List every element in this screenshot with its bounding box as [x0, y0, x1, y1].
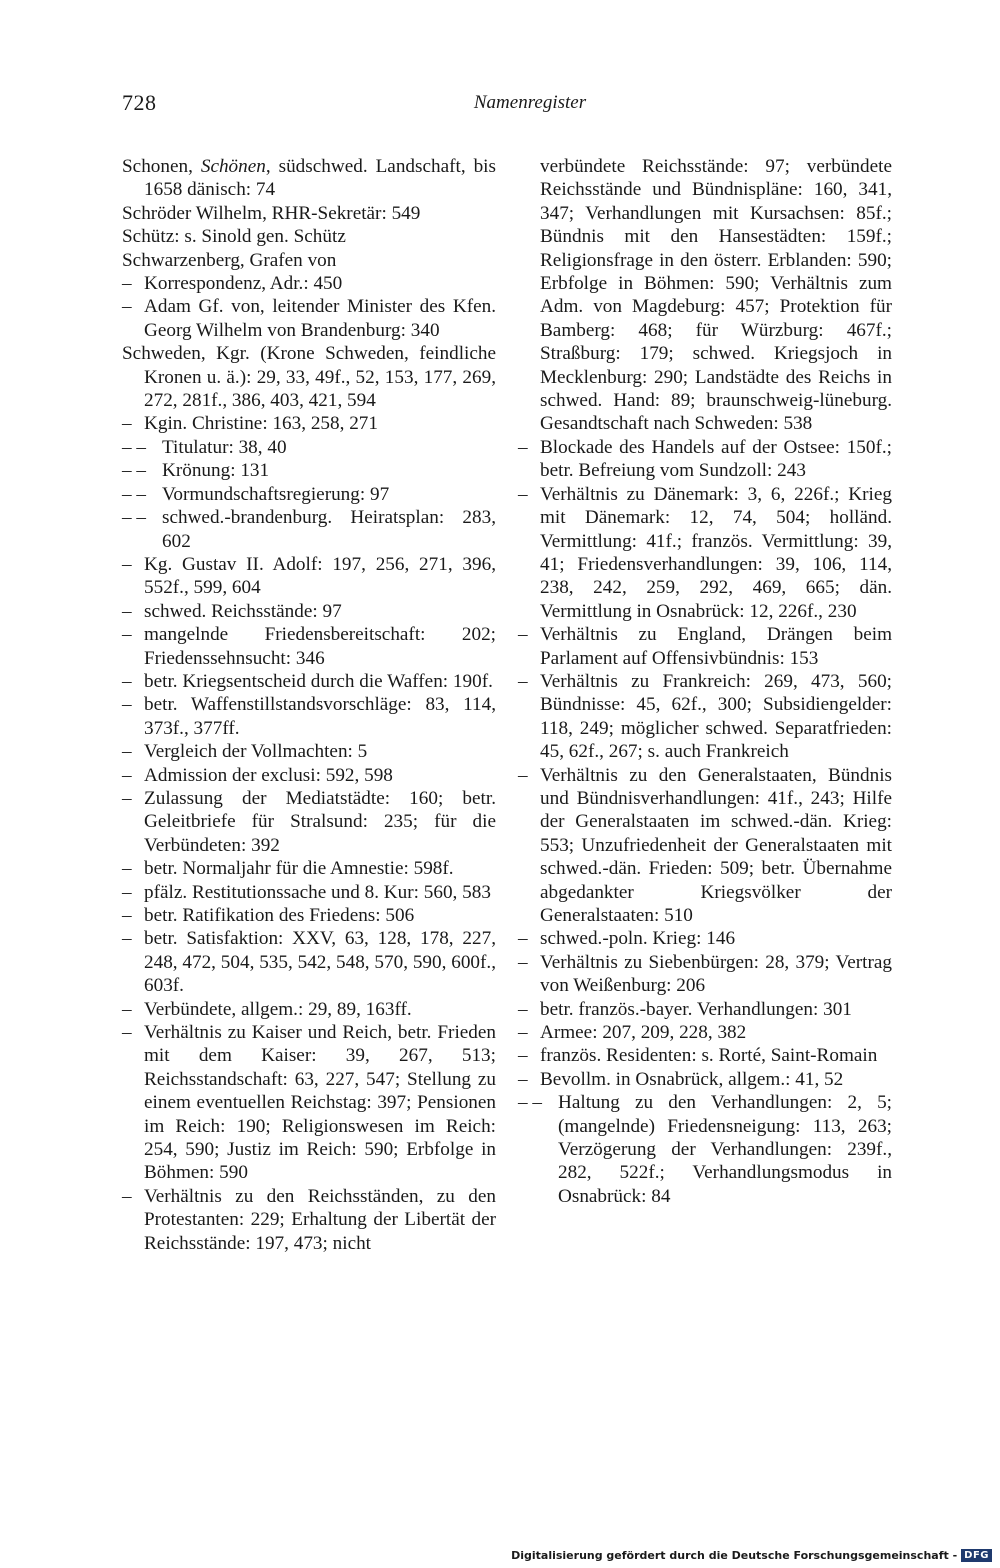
- entry-italic-text: Schönen: [200, 156, 266, 177]
- index-entry: [122, 249, 496, 272]
- entry-dash: –: [122, 273, 132, 295]
- index-entry: [122, 436, 496, 459]
- entry-text-rest: , südschwed. Landschaft, bis 1658 dänisch: 74: [144, 156, 496, 201]
- entry-text: Verhältnis zu den Reichsständen, zu den Protestanten: 229; Erhaltung der Libertät der Reichsstände: 197, 473; nicht: [144, 1185, 496, 1254]
- entry-dash: –: [122, 1185, 132, 1207]
- entry-text: Schröder Wilhelm, RHR-Sekretär: 549: [122, 202, 421, 224]
- index-entry: [122, 1185, 496, 1255]
- digitization-footer: [511, 1549, 992, 1562]
- entry-dash: –: [518, 1045, 528, 1067]
- index-entry: [122, 553, 496, 600]
- index-entry: [122, 927, 496, 997]
- entry-text: französ. Residenten: s. Rorté, Saint-Romain: [540, 1045, 878, 1067]
- index-entry: [122, 459, 496, 482]
- entry-dash: –: [122, 600, 132, 622]
- entry-text: mangelnde Friedensbereitschaft: 202; Friedenssehnsucht: 346: [144, 624, 496, 669]
- entry-dash: –: [122, 928, 132, 950]
- page-number: 728: [122, 90, 157, 115]
- index-entry: [518, 623, 892, 670]
- entry-text: betr. Kriegsentscheid durch die Waffen: 190f.: [144, 670, 493, 692]
- index-entry: [122, 693, 496, 740]
- entry-dash: –: [122, 1022, 132, 1044]
- entry-text: Kgin. Christine: 163, 258, 271: [144, 413, 378, 435]
- index-entry: [518, 927, 892, 950]
- entry-dash: –: [518, 764, 528, 786]
- index-entry: [122, 764, 496, 787]
- index-entry: [518, 670, 892, 764]
- index-column-right: [518, 155, 892, 1208]
- index-entry: [122, 225, 496, 248]
- entry-text: Vormundschaftsregierung: 97: [162, 483, 390, 505]
- entry-dash: –: [122, 553, 132, 575]
- index-column-left: [122, 155, 496, 1255]
- index-entry: [122, 272, 496, 295]
- entry-dash: –: [518, 483, 528, 505]
- index-entry: [122, 787, 496, 857]
- index-entry: [122, 881, 496, 904]
- index-entry: [122, 202, 496, 225]
- entry-text: schwed.-poln. Krieg: 146: [540, 928, 736, 950]
- entry-dash: –: [518, 928, 528, 950]
- entry-text: betr. Normaljahr für die Amnestie: 598f.: [144, 858, 454, 880]
- index-entry: [122, 412, 496, 435]
- entry-text: Verbündete, allgem.: 29, 89, 163ff.: [144, 998, 412, 1020]
- index-entry: [122, 506, 496, 553]
- entry-text: verbündete Reichsstände: 97; verbündete Reichsstände und Bündnispläne: 160, 341, 347; Verhandlungen mit Kursachsen: 85f.; Bündnis mit den Hansestädten: 159f.; Religionsfrage in den österr. Erblanden: 590; Erbfolge in Böhmen: 590; Verhältnis zum Adm. von Magdeburg: 457; Protektion für Bamberg: 468; für Würzburg: 467f.; Straßburg: 179; schwed. Kriegsjoch in Mecklenburg: 290; Landstädte des Reichs in schwed. Hand: 89; braunschweig-lüneburg. Gesandtschaft nach Schweden: 538: [540, 156, 892, 435]
- entry-dash: –: [122, 741, 132, 763]
- entry-text: betr. französ.-bayer. Verhandlungen: 301: [540, 998, 852, 1020]
- entry-text: Haltung zu den Verhandlungen: 2, 5; (mangelnde) Friedensneigung: 113, 263; Verzögerung der Verhandlungen: 239f., 282, 522f.; Verhandlungsmodus in Osnabrück: 84: [558, 1092, 892, 1207]
- entry-text: betr. Waffenstillstandsvorschläge: 83, 114, 373f., 377ff.: [144, 694, 496, 739]
- index-entry: [122, 623, 496, 670]
- entry-text: Verhältnis zu Dänemark: 3, 6, 226f.; Krieg mit Dänemark: 12, 74, 504; holländ. Vermittlung: 41f.; französ. Vermittlung: 39, 41; Friedensverhandlungen: 39, 106, 114, 238, 242, 259, 292, 469, 665; dän. Vermittlung in Osnabrück: 12, 226f., 230: [540, 483, 892, 622]
- entry-text: Verhältnis zu Frankreich: 269, 473, 560; Bündnisse: 45, 62f., 300; Subsidiengelder: 118, 249; möglicher schwed. Separatfrieden: 45, 62f., 267; s. auch Frankreich: [540, 670, 892, 763]
- index-entry: [518, 1044, 892, 1067]
- index-entry: [122, 670, 496, 693]
- entry-text: Verhältnis zu Siebenbürgen: 28, 379; Vertrag von Weißenburg: 206: [540, 951, 892, 997]
- index-entry: [518, 1021, 892, 1044]
- entry-dash: –: [518, 624, 528, 646]
- index-entry: [518, 436, 892, 483]
- entry-dash: –: [122, 764, 132, 786]
- index-entry: [518, 998, 892, 1021]
- entry-text: Blockade des Handels auf der Ostsee: 150f.; betr. Befreiung vom Sundzoll: 243: [540, 436, 892, 482]
- entry-text: Kg. Gustav II. Adolf: 197, 256, 271, 396, 552f., 599, 604: [144, 553, 496, 599]
- entry-text: Krönung: 131: [162, 460, 270, 482]
- entry-text: Zulassung der Mediatstädte: 160; betr. Geleitbriefe für Stralsund: 235; für die Verbündeten: 392: [144, 787, 496, 856]
- index-entry: [122, 600, 496, 623]
- entry-dash: –: [518, 1068, 528, 1090]
- entry-dash: – –: [122, 436, 146, 458]
- index-entry: [518, 1068, 892, 1091]
- footer-text: Digitalisierung gefördert durch die Deutsche Forschungsgemeinschaft -: [511, 1549, 958, 1562]
- entry-text: Vergleich der Vollmachten: 5: [144, 741, 368, 763]
- index-entry: [122, 342, 496, 412]
- entry-dash: –: [122, 858, 132, 880]
- entry-dash: –: [122, 413, 132, 435]
- entry-dash: –: [518, 436, 528, 458]
- entry-dash: –: [518, 1022, 528, 1044]
- entry-dash: –: [122, 905, 132, 926]
- entry-dash: –: [122, 296, 132, 318]
- index-entry: [518, 155, 892, 436]
- entry-dash: – –: [518, 1092, 542, 1114]
- index-entry: [122, 1021, 496, 1185]
- entry-text: schwed. Reichsstände: 97: [144, 600, 342, 622]
- entry-text: Schwarzenberg, Grafen von: [122, 249, 337, 271]
- entry-text: Bevollm. in Osnabrück, allgem.: 41, 52: [540, 1068, 844, 1090]
- index-entry: [122, 857, 496, 880]
- index-entry: [518, 1091, 892, 1208]
- index-entry: [122, 483, 496, 506]
- entry-text: Admission der exclusi: 592, 598: [144, 764, 393, 786]
- index-entry: [122, 295, 496, 342]
- entry-dash: – –: [122, 507, 146, 529]
- index-entry: [122, 904, 496, 927]
- entry-text: Armee: 207, 209, 228, 382: [540, 1022, 747, 1044]
- entry-text: Titulatur: 38, 40: [162, 436, 287, 458]
- entry-text: betr. Ratifikation des Friedens: 506: [144, 905, 415, 926]
- index-entry: [122, 998, 496, 1021]
- index-entry: [518, 951, 892, 998]
- entry-text: Verhältnis zu England, Drängen beim Parlament auf Offensivbündnis: 153: [540, 624, 892, 669]
- entry-dash: –: [122, 998, 132, 1020]
- entry-dash: –: [518, 998, 528, 1020]
- entry-dash: –: [518, 951, 528, 973]
- entry-text: Schonen,: [122, 156, 201, 177]
- entry-dash: –: [122, 670, 132, 692]
- entry-dash: –: [122, 694, 132, 716]
- index-entry: [122, 740, 496, 763]
- entry-text: Verhältnis zu Kaiser und Reich, betr. Frieden mit dem Kaiser: 39, 267, 513; Reichsstandschaft: 63, 227, 547; Stellung zu einem eventuellen Reichstag: 397; Pensionen im Reich: 190; Religionswesen im Reich: 254, 590; Justiz im Reich: 590; Erbfolge in Böhmen: 590: [144, 1022, 496, 1184]
- entry-text: Schütz: s. Sinold gen. Schütz: [122, 226, 346, 248]
- dfg-logo: DFG: [961, 1549, 992, 1562]
- index-entry: [518, 764, 892, 928]
- entry-text: pfälz. Restitutionssache und 8. Kur: 560, 583: [144, 881, 491, 903]
- entry-text: betr. Satisfaktion: XXV, 63, 128, 178, 227, 248, 472, 504, 535, 542, 548, 570, 590, 600f., 603f.: [144, 928, 496, 997]
- entry-dash: –: [122, 881, 132, 903]
- entry-text: schwed.-brandenburg. Heiratsplan: 283, 602: [162, 507, 496, 552]
- entry-text: Schweden, Kgr. (Krone Schweden, feindliche Kronen u. ä.): 29, 33, 49f., 52, 153, 177, 269, 272, 281f., 386, 403, 421, 594: [122, 343, 496, 412]
- index-entry: [518, 483, 892, 623]
- entry-dash: – –: [122, 483, 146, 505]
- entry-text: Adam Gf. von, leitender Minister des Kfen. Georg Wilhelm von Brandenburg: 340: [144, 296, 496, 341]
- entry-dash: –: [518, 670, 528, 692]
- entry-dash: –: [122, 787, 132, 809]
- entry-text: Korrespondenz, Adr.: 450: [144, 273, 343, 295]
- entry-dash: –: [122, 624, 132, 646]
- entry-text: Verhältnis zu den Generalstaaten, Bündnis und Bündnisverhandlungen: 41f., 243; Hilfe der Generalstaaten im schwed.-dän. Krieg: 553; Unzufriedenheit der Generalstaaten mit schwed.-dän. Frieden: 509; betr. Übernahme abgedankter Kriegsvölker der Generalstaaten: 510: [540, 764, 892, 926]
- running-head: Namenregister: [473, 92, 587, 113]
- index-entry: [122, 155, 496, 202]
- entry-dash: – –: [122, 460, 146, 482]
